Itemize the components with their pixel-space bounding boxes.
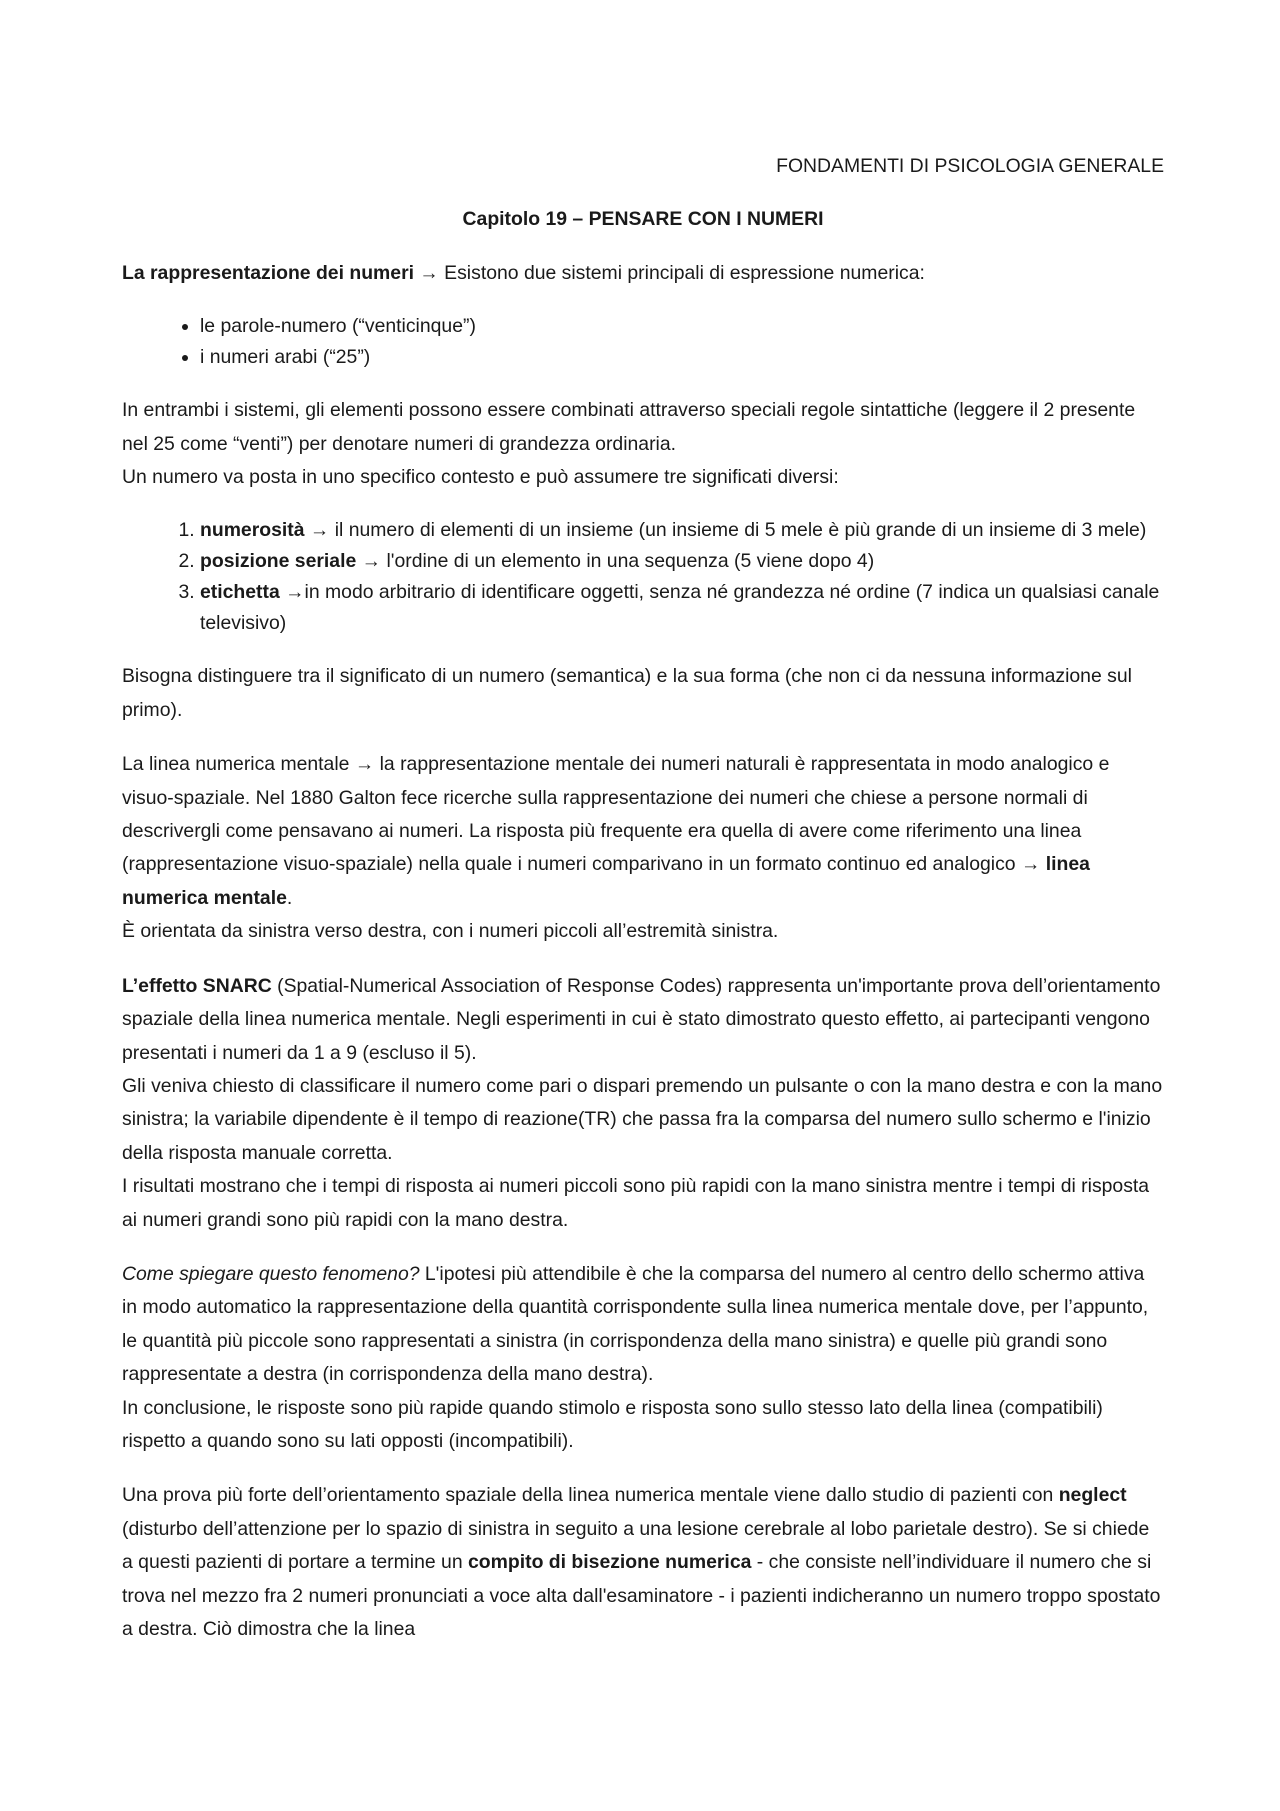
list-item: • i numeri arabi (“25”) (200, 342, 1164, 373)
snarc-term: L’effetto SNARC (122, 974, 272, 997)
explanation-paragraph (122, 1258, 1164, 1458)
representation-heading-paragraph (122, 257, 1164, 290)
snarc-text: (Spatial-Numerical Association of Response Codes) rappresenta un'importante prova dell’orientamento spaziale della linea numerica mentale. Negli esperimenti in cui è stato dimostrato questo effetto, ai partecipanti vengono presentati i numeri da 1 a 9 (escluso il 5). (122, 974, 1161, 1064)
meaning-term: numerosità (200, 519, 305, 542)
orientation-text: È orientata da sinistra verso destra, con i numeri piccoli all’estremità sinistra. (122, 920, 779, 943)
mental-line-paragraph (122, 748, 1164, 948)
list-item: • le parole-numero (“venticinque”) (200, 311, 1164, 342)
neglect-term: neglect (1058, 1484, 1127, 1507)
conclusion-text: In conclusione, le risposte sono più rapide quando stimolo e risposta sono sullo stesso lato della linea (compatibili) rispetto a quando sono su lati opposti (incompatibili). (122, 1396, 1103, 1452)
explanation-text: L'ipotesi più attendibile è che la comparsa del numero al centro dello schermo attiva in modo automatico la rappresentazione della quantità corrispondente sulla linea numerica mentale dove, per l’appunto, le quantità più piccole sono rappresentati a sinistra (in corrispondenza della mano sinistra) e quelle più grandi sono rappresentate a destra (in corrispondenza della mano destra). (122, 1262, 1149, 1386)
representation-heading-text: → Esistono due sistemi principali di espressione numerica: (414, 261, 925, 284)
snarc-results-text: I risultati mostrano che i tempi di risposta ai numeri piccoli sono più rapidi con la mano sinistra mentre i tempi di risposta ai numeri grandi sono più rapidi con la mano destra. (122, 1175, 1150, 1231)
chapter-title: Capitolo 19 – PENSARE CON I NUMERI (462, 208, 824, 231)
syntax-text: In entrambi i sistemi, gli elementi possono essere combinati attraverso speciali regole sintattiche (leggere il 2 presente nel 25 come “venti”) per denotare numeri di grandezza ordinaria. (122, 399, 1136, 455)
mental-line-term: linea numerica mentale (122, 853, 1090, 909)
snarc-paragraph (122, 970, 1164, 1237)
snarc-procedure-text: Gli veniva chiesto di classificare il numero come pari o dispari premendo un pulsante o con la mano destra e con la mano sinistra; la variabile dipendente è il tempo di reazione(TR) che passa fra la comparsa del numero sullo schermo e l'inizio della risposta manuale corretta. (122, 1074, 1163, 1164)
arrow-glyph: → (279, 581, 305, 604)
course-title: FONDAMENTI DI PSICOLOGIA GENERALE (776, 155, 1164, 177)
neglect-text: - che consiste nell’individuare il numero che si trova nel mezzo fra 2 numeri pronunciati a voce alta dall'esaminatore - i pazienti indicheranno un numero troppo spostato a destra. Ciò dimostra che la linea (122, 1551, 1161, 1640)
number-meanings-list (122, 515, 1164, 639)
explanation-question: Come spiegare questo fenomeno? (122, 1262, 420, 1285)
neglect-paragraph (122, 1479, 1164, 1646)
number-systems-list (122, 311, 1164, 373)
meaning-term: posizione seriale (200, 550, 357, 573)
arrow-glyph: → (304, 519, 335, 542)
semantics-paragraph: Bisogna distinguere tra il significato di un numero (semantica) e la sua forma (che non ci da nessuna informazione sul primo). (122, 665, 1132, 721)
arrow-glyph: → (1020, 853, 1046, 876)
neglect-text: Una prova più forte dell’orientamento spaziale della linea numerica mentale viene dallo studio di pazienti con (122, 1484, 1059, 1507)
mental-line-text: La linea numerica mentale → la rappresentazione mentale dei numeri naturali è rappresentata in modo analogico e visuo-spaziale. Nel 1880 Galton fece ricerche sulla rappresentazione dei numeri che chiese a persone normali di descrivergli come pensavano ai numeri. La risposta più frequente era quella di avere come riferimento una linea (rappresentazione visuo-spaziale) nella quale i numeri comparivano in un formato continuo ed analogico (122, 753, 1110, 876)
mental-line-period: . (286, 886, 293, 909)
syntax-paragraph (122, 394, 1164, 494)
meaning-text: in modo arbitrario di identificare oggetti, senza né grandezza né ordine (7 indica un qualsiasi canale televisivo) (200, 581, 1160, 635)
arrow-glyph: → (356, 550, 387, 573)
meanings-intro-text: Un numero va posta in uno specifico contesto e può assumere tre significati diversi: (122, 466, 839, 489)
representation-heading: La rappresentazione dei numeri (122, 261, 415, 284)
list-item (200, 546, 1164, 577)
list-item (200, 515, 1164, 546)
meaning-text: il numero di elementi di un insieme (un insieme di 5 mele è più grande di un insieme di 3 mele) (334, 519, 1147, 542)
meaning-text: l'ordine di un elemento in una sequenza (5 viene dopo 4) (386, 550, 875, 573)
list-item (200, 577, 1164, 639)
meaning-term: etichetta (200, 581, 280, 604)
neglect-text: (disturbo dell’attenzione per lo spazio di sinistra in seguito a una lesione cerebrale al lobo parietale destro). Se si chiede a questi pazienti di portare a termine un (122, 1517, 1150, 1574)
bisection-task-term: compito di bisezione numerica (468, 1551, 752, 1574)
document-body (122, 150, 1164, 1667)
